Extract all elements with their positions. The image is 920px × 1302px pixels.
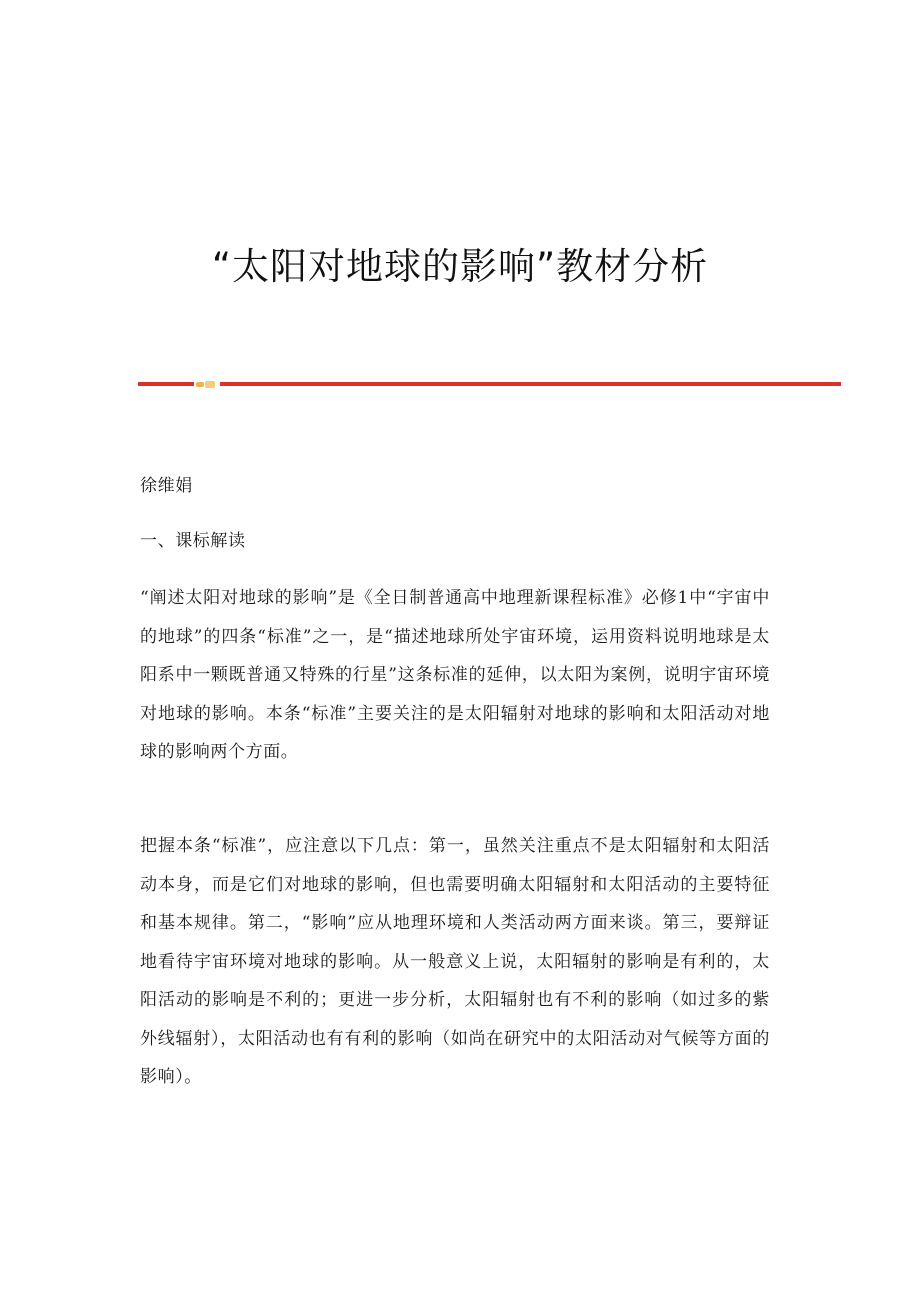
author-name: 徐维娟 xyxy=(140,476,193,496)
body-paragraph-1: “阐述太阳对地球的影响”是《全日制普通高中地理新课程标准》必修1中“宇宙中的地球”的四条“标准”之一，是“描述地球所处宇宙环境，运用资料说明地球是太阳系中一颗既普通又特殊的行星”这条标准的延伸，以太阳为案例，说明宇宙环境对地球的影响。本条“标准”主要关注的是太阳辐射对地球的影响和太阳活动对地球的影响两个方面。 xyxy=(140,588,770,762)
body-paragraph-2: 把握本条“标准”，应注意以下几点：第一，虽然关注重点不是太阳辐射和太阳活动本身，而是它们对地球的影响，但也需要明确太阳辐射和太阳活动的主要特征和基本规律。第二，“影响”应从地理环境和人类活动两方面来谈。第三，要辩证地看待宇宙环境对地球的影响。从一般意义上说，太阳辐射的影响是有利的，太阳活动的影响是不利的；更进一步分析，太阳辐射也有不利的影响（如过多的紫外线辐射），太阳活动也有有利的影响（如尚在研究中的太阳活动对气候等方面的影响）。 xyxy=(140,836,770,1087)
document-title: “太阳对地球的影响”教材分析 xyxy=(211,244,709,288)
section-heading: 一、课标解读 xyxy=(140,531,246,551)
divider-right-bar xyxy=(220,382,841,386)
title-divider xyxy=(138,380,841,390)
divider-left-bar xyxy=(138,382,194,386)
divider-ornament-icon xyxy=(196,381,216,388)
